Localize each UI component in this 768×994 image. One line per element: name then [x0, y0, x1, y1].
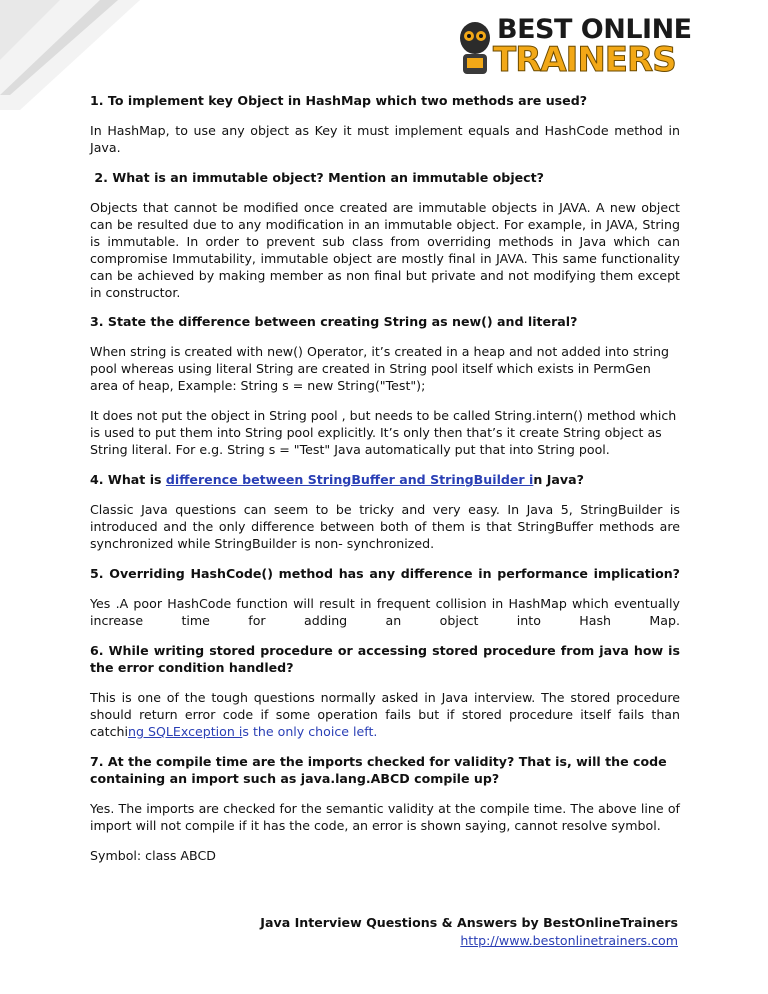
answer-3-para-1: When string is created with new() Operator, it’s created in a heap and not added into string pool whereas using literal String are created in String pool itself which exists in PermGen area of heap, Example: String s = new String("Test"); [90, 344, 669, 393]
answer-5: Yes .A poor HashCode function will result in frequent collision in HashMap which eventually increase time for adding an object into Hash Map. [90, 596, 680, 628]
answer-7-para-2: Symbol: class ABCD [90, 848, 216, 863]
logo-line-trainers: TRAINERS [493, 40, 676, 80]
question-7: 7. At the compile time are the imports checked for validity? That is, will the code containing an import such as java.lang.ABCD compile up? [90, 754, 667, 786]
question-4-suffix: n Java? [533, 472, 584, 487]
answer-1: In HashMap, to use any object as Key it must implement equals and HashCode method in Java. [90, 123, 680, 155]
answer-6 [90, 689, 680, 740]
document-body [90, 92, 680, 877]
page-footer [260, 914, 678, 950]
brand-logo [455, 14, 690, 78]
answer-4: Classic Java questions can seem to be tricky and very easy. In Java 5, StringBuilder is introduced and the only difference between both of them is that StringBuffer methods are synchronized while StringBuilder is non- synchronized. [90, 502, 680, 551]
question-4-link[interactable]: difference between StringBuffer and StringBuilder i [165, 472, 534, 487]
logo-line-best: BEST ONLINE [497, 14, 692, 45]
question-3: 3. State the difference between creating String as new() and literal? [90, 314, 578, 329]
answer-7-para-1: Yes. The imports are checked for the semantic validity at the compile time. The above line of import will not compile if it has the code, an error is shown saying, cannot resolve symbol. [90, 801, 680, 833]
question-4-prefix: 4. What is [90, 472, 166, 487]
question-5: 5. Overriding HashCode() method has any difference in performance implication? [90, 566, 680, 581]
owl-icon [457, 18, 493, 78]
answer-3-para-2: It does not put the object in String pool , but needs to be called String.intern() method which is used to put them into String pool explicitly. It’s only then that’s it create String object as String literal. For e.g. String s = "Test" Java automatically put that into String pool. [90, 408, 677, 457]
footer-link[interactable]: http://www.bestonlinetrainers.com [460, 933, 678, 948]
answer-6-prefix: This is one of the tough questions normally asked in Java interview. The stored procedure should return error code if some operation fails but if stored procedure itself fails than catchi [90, 690, 680, 739]
answer-6-link[interactable]: ng SQLException i [127, 724, 243, 739]
question-2: 2. What is an immutable object? Mention an immutable object? [90, 170, 544, 185]
question-6: 6. While writing stored procedure or accessing stored procedure from java how is the error condition handled? [90, 643, 680, 675]
answer-6-suffix: s the only choice left. [242, 724, 378, 739]
footer-title: Java Interview Questions & Answers by BestOnlineTrainers [260, 915, 678, 930]
answer-2: Objects that cannot be modified once created are immutable objects in JAVA. A new object can be resulted due to any modification in an immutable object. For example, in JAVA, String is immutable. In order to prevent sub class from overriding methods in Java which can compromise Immutability, immutable object are mostly final in JAVA. This same functionality can be achieved by making member as non final but private and not modifying them except in constructor. [90, 200, 680, 300]
question-4 [90, 471, 680, 488]
question-1: 1. To implement key Object in HashMap which two methods are used? [90, 93, 588, 108]
